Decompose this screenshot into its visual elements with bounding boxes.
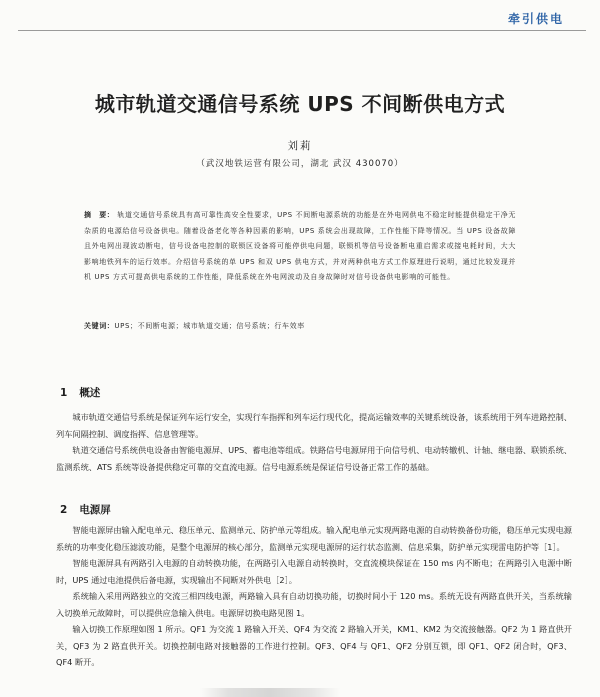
section-2-heading [60, 502, 111, 517]
section-2-title: 电源屏 [79, 504, 111, 516]
abstract-text: 轨道交通信号系统具有高可靠性高安全性要求，UPS 不间断电源系统的功能是在外电网供电不稳定时能提供稳定干净无杂质的电源给信号设备供电。随着设备老化等各种因素的影响，UPS 系统会出现故障，工作性能下降等情况。当 UPS 设备故障且外电网出现波动断电，信号设备电控制的联锁区设备将可能停供电问题，联锁机等信号设备断电重启需求或接电耗时间，大大影响地铁列车的运行效率。介绍信号系统的单 UPS 和双 UPS 供电方式，并对两种供电方式工作原理进行说明，通过比较发现并机 UPS 方式可提高供电系统的工作性能，降低系统在外电网波动及自身故障时对信号设备供电影响的可能性。 [84, 211, 516, 281]
keywords-label: 关键词： [84, 322, 115, 330]
keywords-text: UPS；不间断电源；城市轨道交通；信号系统；行车效率 [114, 322, 305, 330]
author-name: 刘莉 [287, 140, 313, 152]
author-affiliation: （武汉地铁运营有限公司，湖北 武汉 430070） [196, 159, 404, 169]
abstract-label: 摘 要： [84, 211, 115, 219]
section-tag: 牵引供电 [507, 12, 564, 26]
paragraph: 智能电源屏由输入配电单元、稳压单元、监测单元、防护单元等组成。输入配电单元实现两路电源的自动转换备份功能，稳压单元实现电源系统的功率变化稳压滤波功能，是整个电源屏的核心部分，监测单元实现电源屏的运行状态监测、信息采集，防护单元实现雷电防护等［1］。 [56, 525, 572, 552]
paragraph: 系统输入采用两路独立的交流三相四线电源，两路输入具有自动切换功能，切换时间小于 120 ms。系统无设有两路直供开关，当系统输入切换单元故障时，可以提供应急输入供电。电源屏切换电路见图 1。 [56, 591, 572, 618]
keywords-block [84, 321, 516, 331]
section-1-title: 概述 [79, 387, 101, 399]
abstract-block [84, 208, 516, 286]
section-2-body [56, 522, 572, 671]
section-1-body [56, 409, 572, 475]
paragraph: 轨道交通信号系统供电设备由智能电源屏、UPS、蓄电池等组成。铁路信号电源屏用于向信号机、电动转辙机、计轴、继电器、联锁系统、监测系统、ATS 系统等设备提供稳定可靠的交直流电源。信号电源系统是保证信号设备正常工作的基础。 [56, 445, 572, 472]
scan-artifact [200, 688, 340, 697]
header-rule [18, 30, 586, 31]
article-title: 城市轨道交通信号系统 UPS 不间断供电方式 [94, 92, 506, 116]
section-2-number: 2 [60, 504, 68, 516]
paragraph: 输入切换工作原理如图 1 所示。QF1 为交流 1 路输入开关、QF4 为交流 2 路输入开关，KM1、KM2 为交流接触器。QF2 为 1 路直供开关，QF3 为 2 路直供开关。切换控制电路对接触器的工作进行控制。QF3、QF4 与 QF1、QF2 分别互锁，即 QF1、QF2 闭合时，QF3、QF4 断开。 [56, 624, 572, 667]
paragraph: 智能电源屏具有两路引入电源的自动转换功能，在两路引入电源自动转换时，交直流模块保证在 150 ms 内不断电；在两路引入电源中断时，UPS 通过电池提供后备电源，实现输出不间断对外供电［2］。 [56, 558, 572, 585]
paragraph: 城市轨道交通信号系统是保证列车运行安全，实现行车指挥和列车运行现代化，提高运输效率的关键系统设备，该系统用于列车进路控制、列车间隔控制、调度指挥、信息管理等。 [56, 412, 572, 439]
section-1-heading [60, 385, 100, 400]
section-1-number: 1 [60, 387, 68, 399]
